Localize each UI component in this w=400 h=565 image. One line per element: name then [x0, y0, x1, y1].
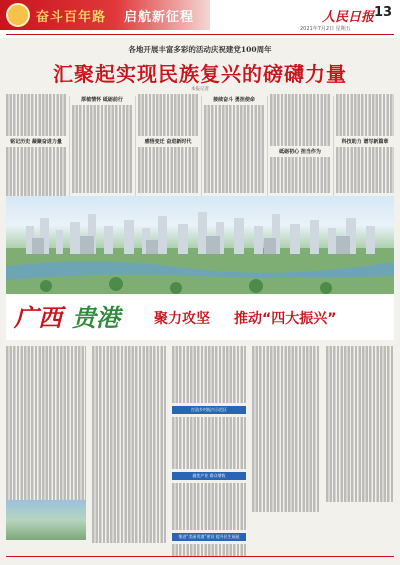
feature-title-part2: 推动“四大振兴” [234, 311, 337, 327]
issue-date: 2021年7月2日 星期五 [300, 26, 351, 32]
feature-brush-word-1: 广西 [14, 303, 62, 332]
subhead-2: 厚植情怀 砥砺前行 [81, 97, 123, 103]
feature-banner [6, 294, 394, 340]
feature-column-2 [92, 346, 166, 556]
feature-tag-3: 推进“美丽贵港”建设 提升民生福祉 [172, 533, 246, 541]
subhead-4: 接续奋斗 勇担使命 [213, 97, 255, 103]
feature-column-4 [252, 346, 320, 556]
subhead-5: 砥砺初心 担当作为 [279, 148, 321, 155]
newspaper-logo: 人民日报 [322, 10, 375, 25]
masthead-banner [0, 0, 210, 30]
subhead-6: 科技助力 谱写新篇章 [341, 138, 389, 145]
lead-headline: 汇聚起实现民族复兴的磅礴力量 [53, 62, 347, 86]
masthead [0, 0, 400, 38]
feature-tag-2: 做优产业 群众增收 [172, 472, 246, 480]
feature-title-part1: 聚力攻坚 [154, 311, 210, 327]
village-inset-photo [6, 500, 86, 540]
feature-tag-1: 打造乡村振兴示范区 [172, 406, 246, 414]
masthead-rule [6, 34, 394, 35]
subhead-3: 感悟变迁 奋进新时代 [144, 138, 192, 145]
lead-byline: 本报记者 [191, 87, 209, 92]
party-anniversary-emblem-icon [6, 3, 30, 27]
feature-brush-word-2: 贵港 [72, 303, 120, 332]
city-aerial-photo [6, 196, 394, 294]
section-title-part1: 奋斗百年路 [36, 10, 107, 25]
lead-kicker: 各地开展丰富多彩的活动庆祝建党100周年 [128, 45, 272, 54]
section-title-part2: 启航新征程 [124, 10, 195, 25]
feature-column-3 [172, 346, 246, 556]
feature-column-5 [326, 346, 394, 556]
subhead-1: 铭记历史 凝聚奋进力量 [10, 138, 62, 145]
footer-rule [6, 556, 394, 557]
page-number: 13 [374, 5, 393, 20]
